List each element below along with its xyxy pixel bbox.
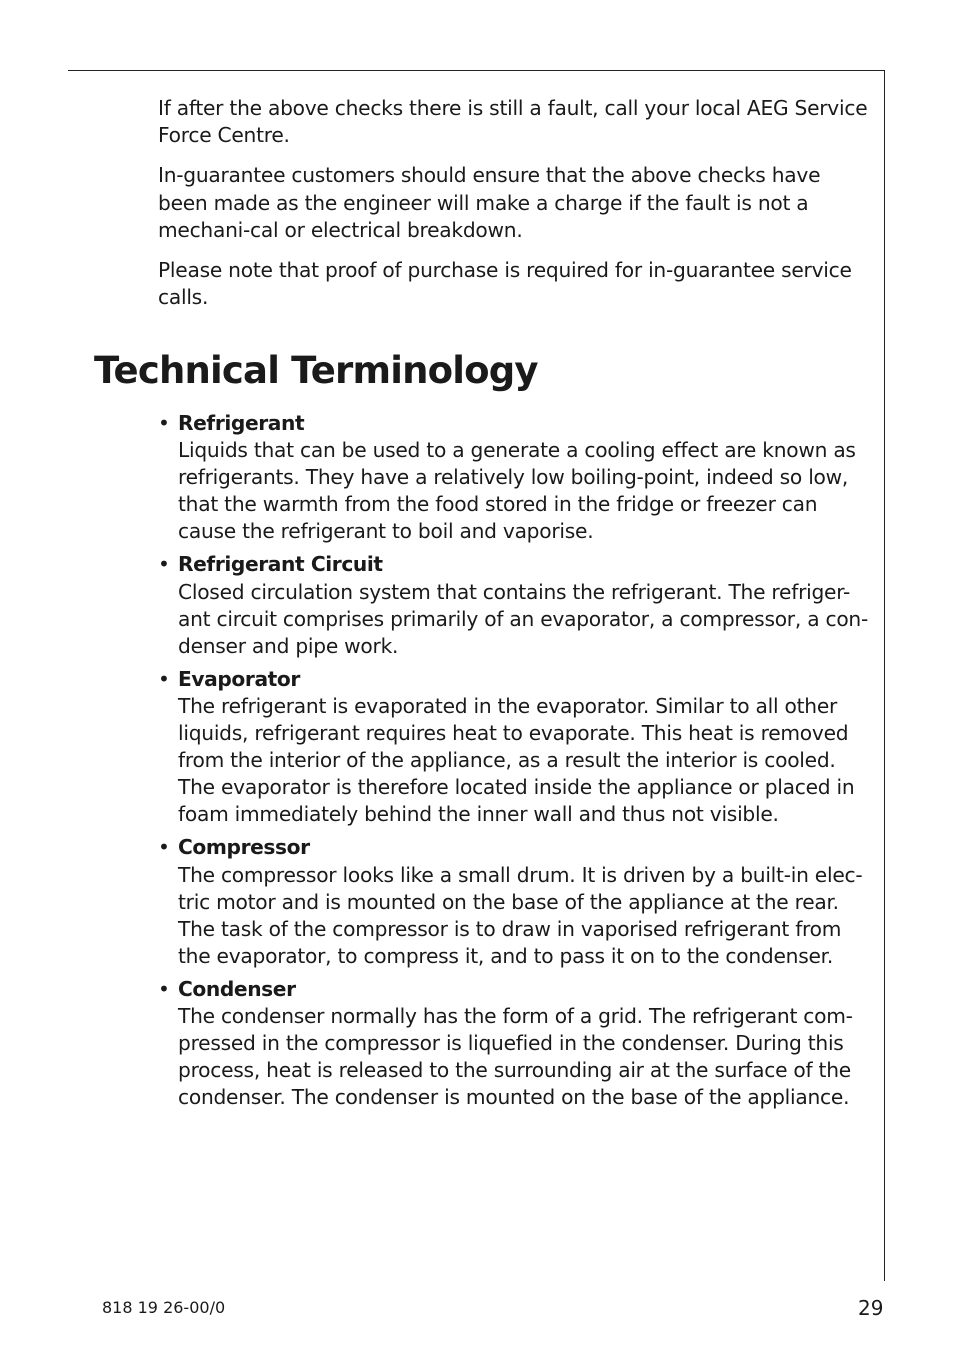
term-title: Evaporator <box>178 666 300 691</box>
term-description: Closed circulation system that contains the refrigerant. The refriger-ant circuit comprises primarily of an evaporator, a compressor, a con-denser and pipe work. <box>178 579 869 658</box>
term-title: Refrigerant Circuit <box>178 552 383 577</box>
bullet-icon: • <box>158 666 170 691</box>
term-item-compressor <box>158 834 870 969</box>
term-item-condenser <box>158 976 870 1111</box>
term-item-evaporator <box>158 666 870 829</box>
document-code: 818 19 26-00/0 <box>102 1298 226 1317</box>
bullet-icon: • <box>158 411 170 435</box>
term-title: Condenser <box>178 976 296 1001</box>
page-number: 29 <box>858 1296 884 1320</box>
bullet-icon: • <box>158 552 170 577</box>
term-description: The refrigerant is evaporated in the evaporator. Similar to all other liquids, refrigerant requires heat to evaporate. This heat is removed from the interior of the appliance, as a result the interior is cooled. The evaporator is therefore located inside the appliance or placed in foam immediately behind the inner wall and thus not visible. <box>178 693 855 827</box>
term-title: Compressor <box>178 835 310 860</box>
terminology-list <box>158 410 870 1117</box>
section-heading: Technical Terminology <box>94 349 538 392</box>
term-item-refrigerant <box>158 410 870 545</box>
intro-paragraph: Please note that proof of purchase is required for in-guarantee service calls. <box>158 258 852 310</box>
term-title: Refrigerant <box>178 411 305 435</box>
intro-section <box>158 95 868 324</box>
term-description: The compressor looks like a small drum. It is driven by a built-in elec-tric motor and is mounted on the base of the appliance at the rear. The task of the compressor is to draw in vaporised refrigerant from the evaporator, to compress it, and to pass it on to the condenser. <box>178 862 863 968</box>
term-description: The condenser normally has the form of a grid. The refrigerant com-pressed in the compressor is liquefied in the condenser. During this process, heat is released to the surrounding air at the surface of the condenser. The condenser is mounted on the base of the appliance. <box>178 1003 853 1110</box>
right-margin-rule <box>884 70 885 1281</box>
intro-paragraph: In-guarantee customers should ensure that the above checks have been made as the engineer will make a charge if the fault is not a mechani-cal or electrical breakdown. <box>158 163 821 242</box>
bullet-icon: • <box>158 835 170 860</box>
intro-paragraph: If after the above checks there is still a fault, call your local AEG Service Force Centre. <box>158 96 868 148</box>
top-rule <box>68 70 885 71</box>
term-description: Liquids that can be used to a generate a cooling effect are known as refrigerants. They have a relatively low boiling-point, indeed so low, that the warmth from the food stored in the fridge or freezer can cause the refrigerant to boil and vaporise. <box>178 438 856 544</box>
term-item-refrigerant-circuit <box>158 551 870 659</box>
bullet-icon: • <box>158 976 170 1001</box>
